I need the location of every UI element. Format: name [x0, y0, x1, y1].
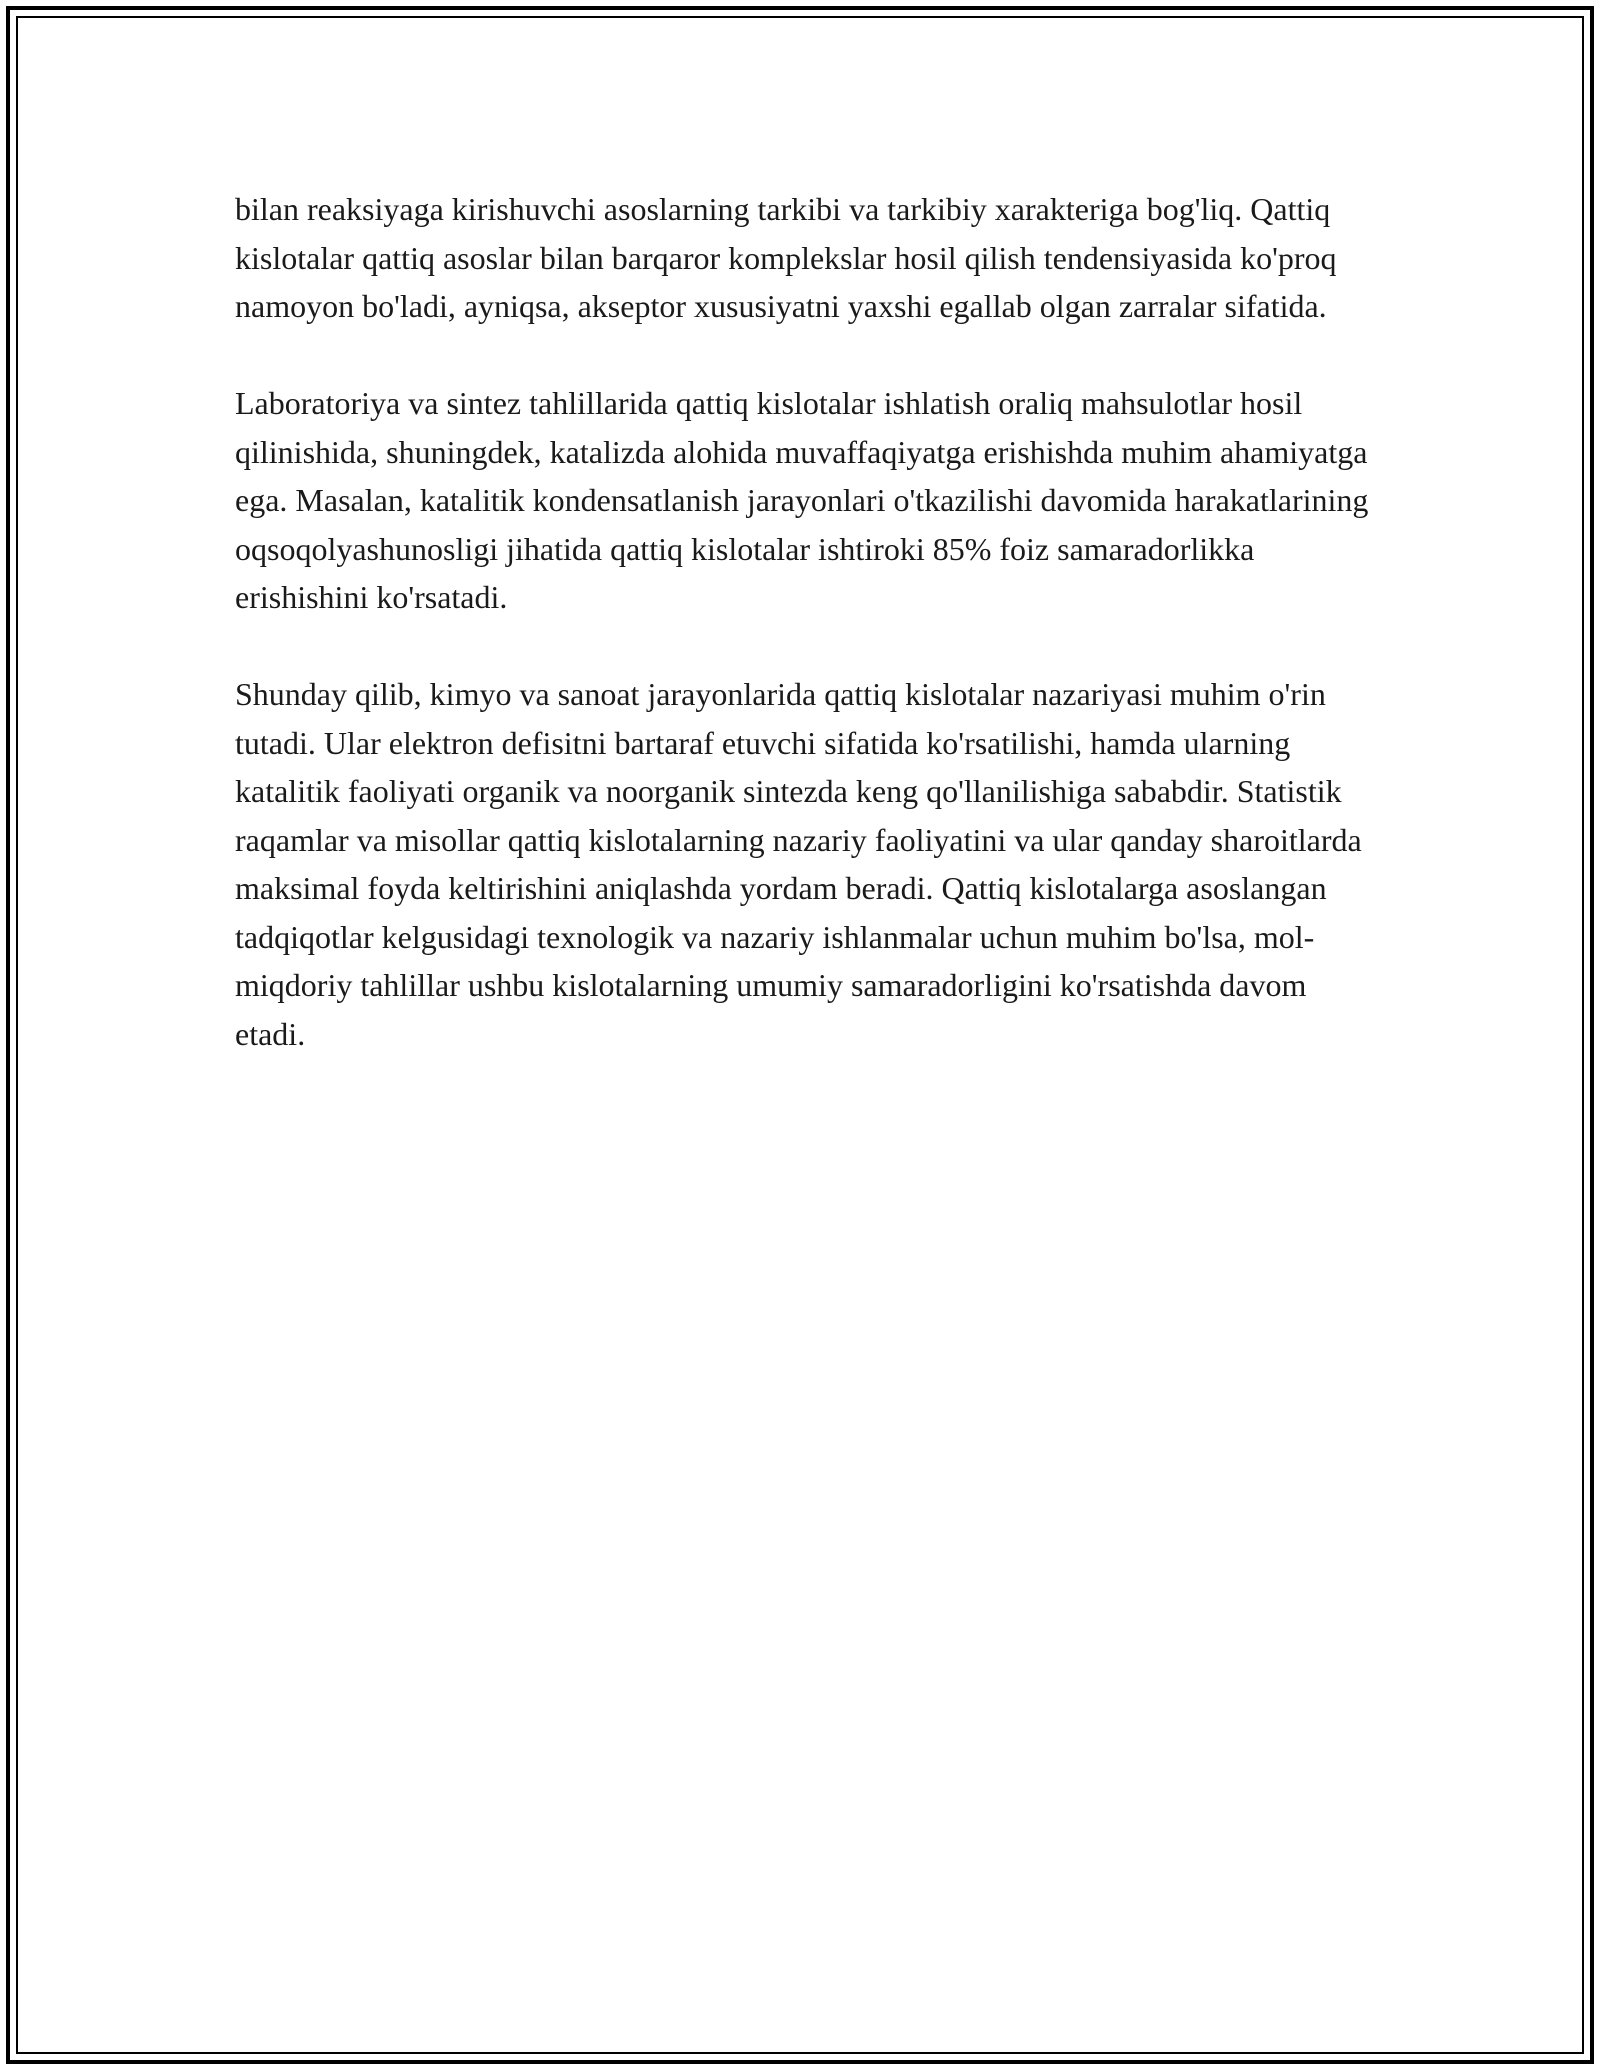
page-content — [235, 185, 1370, 1107]
paragraph-3: Shunday qilib, kimyo va sanoat jarayonlarida qattiq kislotalar nazariyasi muhim o'rin tutadi. Ular elektron defisitni bartaraf etuvchi sifatida ko'rsatilishi, hamda ularning katalitik faoliyati organik va noorganik sintezda keng qo'llanilishiga sababdir. Statistik raqamlar va misollar qattiq kislotalarning nazariy faoliyatini va ular qanday sharoitlarda maksimal foyda keltirishini aniqlashda yordam beradi. Qattiq kislotalarga asoslangan tadqiqotlar kelgusidagi texnologik va nazariy ishlanmalar uchun muhim bo'lsa, mol-miqdoriy tahlillar ushbu kislotalarning umumiy samaradorligini ko'rsatishda davom etadi. — [235, 676, 1362, 1052]
paragraph-2: Laboratoriya va sintez tahlillarida qattiq kislotalar ishlatish oraliq mahsulotlar hosil qilinishida, shuningdek, katalizda alohida muvaffaqiyatga erishishda muhim ahamiyatga ega. Masalan, katalitik kondensatlanish jarayonlari o'tkazilishi davomida harakatlarining oqsoqolyashunosligi jihatida qattiq kislotalar ishtiroki 85% foiz samaradorlikka erishishini ko'rsatadi. — [235, 385, 1369, 615]
paragraph-1: bilan reaksiyaga kirishuvchi asoslarning tarkibi va tarkibiy xarakteriga bog'liq. Qattiq kislotalar qattiq asoslar bilan barqaror komplekslar hosil qilish tendensiyasida ko'proq namoyon bo'ladi, ayniqsa, akseptor xususiyatni yaxshi egallab olgan zarralar sifatida. — [235, 191, 1337, 324]
